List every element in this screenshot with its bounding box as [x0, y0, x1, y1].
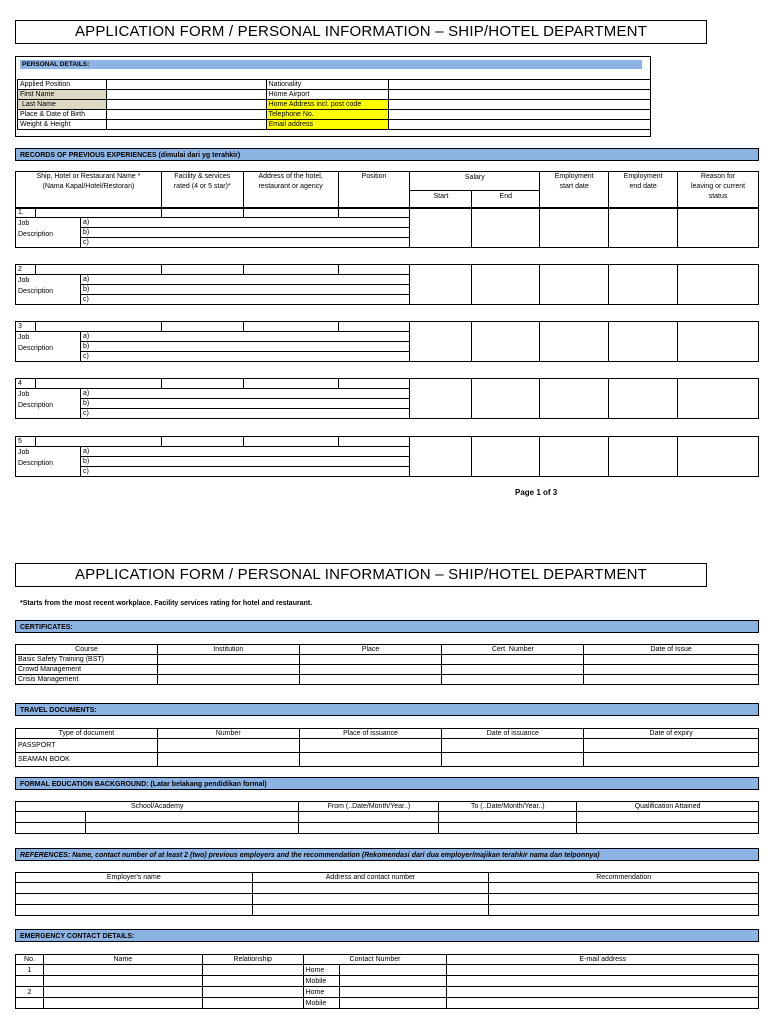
ref-field[interactable] — [252, 883, 489, 894]
entry-number: 1. — [16, 208, 36, 218]
ref-field[interactable] — [252, 905, 489, 916]
experience-entry — [15, 436, 759, 477]
emg-field[interactable] — [202, 976, 303, 987]
emg-field[interactable] — [339, 987, 447, 998]
sub-c-label: c) — [82, 353, 89, 360]
label-first-name: First Name — [18, 90, 107, 100]
col-facility: Facility & services rated (4 or 5 star)* — [161, 172, 243, 209]
last-name-field[interactable] — [106, 100, 266, 110]
entry-salary-start-field[interactable] — [410, 208, 472, 248]
job-label-line2: Description — [18, 288, 54, 295]
edu-col-school: School/Academy — [16, 802, 299, 812]
job-label-line1: Job — [18, 277, 30, 284]
ref-col-address: Address and contact number — [252, 873, 489, 883]
travel-row-seaman-book: SEAMAN BOOK — [16, 753, 158, 767]
entry-number: 4 — [16, 379, 36, 389]
cert-field[interactable] — [442, 665, 584, 675]
label-weight-height: Weight & Height — [18, 120, 107, 130]
entry-salary-start-field[interactable] — [410, 265, 472, 305]
emg-field[interactable] — [447, 965, 759, 976]
entry-position-field[interactable] — [338, 322, 410, 332]
col-salary-end: End — [472, 190, 540, 209]
page2-note: *Starts from the most recent workplace. Facility services rating for hotel and restaurant. — [20, 600, 313, 607]
email-field[interactable] — [388, 120, 650, 130]
records-section-header: RECORDS OF PREVIOUS EXPERIENCES (dimulai dari yg terahkir) — [15, 148, 759, 161]
job-desc-c[interactable] — [80, 295, 410, 305]
travel-section-header: TRAVEL DOCUMENTS: — [15, 703, 759, 716]
entry-emp-end-field[interactable] — [609, 379, 678, 419]
job-desc-b[interactable] — [80, 285, 410, 295]
entry-salary-start-field[interactable] — [410, 379, 472, 419]
travel-col-place: Place of issuance — [299, 729, 442, 739]
entry-facility-field[interactable] — [161, 322, 243, 332]
ref-field[interactable] — [16, 905, 253, 916]
references-table — [15, 872, 759, 916]
cert-field[interactable] — [157, 655, 299, 665]
entry-salary-end-field[interactable] — [472, 265, 540, 305]
edu-col-from: From (..Date/Month/Year..) — [299, 802, 439, 812]
entry-address-field[interactable] — [243, 265, 338, 275]
entry-reason-field[interactable] — [678, 379, 759, 419]
emg-col-contact: Contact Number — [303, 955, 447, 965]
entry-reason-field[interactable] — [678, 265, 759, 305]
travel-row-passport: PASSPORT — [16, 739, 158, 753]
entry-salary-end-field[interactable] — [472, 379, 540, 419]
travel-col-type: Type of document — [16, 729, 158, 739]
entry-salary-end-field[interactable] — [472, 322, 540, 362]
col-ship-name: Ship, Hotel or Restaurant Name * (Nama Kapal/Hotel/Restoran) — [16, 172, 162, 209]
job-desc-c[interactable] — [80, 352, 410, 362]
experience-entry — [15, 321, 759, 362]
entry-emp-end-field[interactable] — [609, 437, 678, 477]
emergency-section-header: EMERGENCY CONTACT DETAILS: — [15, 929, 759, 942]
records-header-table — [15, 171, 759, 209]
travel-col-number: Number — [157, 729, 299, 739]
entry-reason-field[interactable] — [678, 208, 759, 248]
sub-c-label: c) — [82, 296, 89, 303]
weight-height-field[interactable] — [106, 120, 266, 130]
entry-emp-start-field[interactable] — [540, 208, 609, 248]
cert-row-crisis: Crisis Management — [16, 675, 158, 685]
label-home-address: Home Address incl. post code — [266, 100, 388, 110]
edu-field[interactable] — [577, 823, 759, 834]
ref-col-employer: Employer's name — [16, 873, 253, 883]
emg-field[interactable] — [202, 987, 303, 998]
cert-field[interactable] — [584, 665, 759, 675]
page1-number: Page 1 of 3 — [515, 488, 558, 497]
entry-position-field[interactable] — [338, 208, 410, 218]
sub-a-label: a) — [82, 219, 90, 226]
entry-salary-end-field[interactable] — [472, 208, 540, 248]
col-emp-start: Employment start date — [540, 172, 609, 209]
cert-col-institution: Institution — [157, 645, 299, 655]
travel-field[interactable] — [584, 739, 759, 753]
ref-field[interactable] — [489, 905, 759, 916]
ref-field[interactable] — [16, 894, 253, 905]
home-airport-field[interactable] — [388, 90, 650, 100]
label-email: Email address — [266, 120, 388, 130]
sub-c-label: c) — [82, 410, 89, 417]
travel-field[interactable] — [299, 739, 442, 753]
emg-field[interactable] — [339, 965, 447, 976]
edu-field[interactable] — [85, 812, 299, 823]
edu-field[interactable] — [16, 823, 86, 834]
cert-col-number: Cert. Number — [442, 645, 584, 655]
entry-emp-start-field[interactable] — [540, 437, 609, 477]
edu-field[interactable] — [299, 812, 439, 823]
travel-field[interactable] — [442, 753, 584, 767]
entry-facility-field[interactable] — [161, 265, 243, 275]
travel-table — [15, 728, 759, 767]
edu-field[interactable] — [85, 823, 299, 834]
experience-entry — [15, 378, 759, 419]
entry-address-field[interactable] — [243, 208, 338, 218]
emg-field[interactable] — [43, 998, 202, 1009]
entry-ship-name-field[interactable] — [35, 437, 161, 447]
emg-row-no — [16, 976, 44, 987]
job-desc-a[interactable] — [80, 447, 410, 457]
edu-field[interactable] — [439, 823, 577, 834]
label-applied-position: Applied Position — [18, 80, 107, 90]
emg-type-home: Home — [303, 987, 339, 998]
cert-field[interactable] — [584, 675, 759, 685]
job-label-line1: Job — [18, 391, 30, 398]
ref-field[interactable] — [252, 894, 489, 905]
entry-reason-field[interactable] — [678, 322, 759, 362]
certificates-table — [15, 644, 759, 685]
travel-field[interactable] — [157, 753, 299, 767]
entry-reason-field[interactable] — [678, 437, 759, 477]
col-salary-start: Start — [410, 190, 472, 209]
entry-ship-name-field[interactable] — [35, 322, 161, 332]
emg-col-no: No. — [16, 955, 44, 965]
job-description-label — [16, 275, 81, 305]
cert-field[interactable] — [157, 675, 299, 685]
job-label-line2: Description — [18, 231, 54, 238]
travel-field[interactable] — [442, 739, 584, 753]
entry-salary-end-field[interactable] — [472, 437, 540, 477]
job-desc-c[interactable] — [80, 238, 410, 248]
entry-address-field[interactable] — [243, 379, 338, 389]
emg-field[interactable] — [43, 965, 202, 976]
emg-field[interactable] — [447, 987, 759, 998]
travel-col-date-issue: Date of issuance — [442, 729, 584, 739]
sub-a-label: a) — [82, 333, 90, 340]
first-name-field[interactable] — [106, 90, 266, 100]
cert-field[interactable] — [299, 655, 442, 665]
job-desc-c[interactable] — [80, 467, 410, 477]
page2-title: APPLICATION FORM / PERSONAL INFORMATION – SHIP/HOTEL DEPARTMENT — [15, 563, 707, 587]
cert-col-place: Place — [299, 645, 442, 655]
col-salary: Salary — [410, 172, 540, 191]
sub-a-label: a) — [82, 390, 90, 397]
emg-field[interactable] — [43, 976, 202, 987]
sub-b-label: b) — [82, 343, 90, 350]
label-place-date-birth: Place & Date of Birth — [18, 110, 107, 120]
cert-row-crowd: Crowd Management — [16, 665, 158, 675]
cert-col-course: Course — [16, 645, 158, 655]
job-desc-b[interactable] — [80, 228, 410, 238]
label-nationality: Nationality — [266, 80, 388, 90]
entry-emp-start-field[interactable] — [540, 379, 609, 419]
emg-row-no — [16, 998, 44, 1009]
nationality-field[interactable] — [388, 80, 650, 90]
cert-col-date: Date of Issue — [584, 645, 759, 655]
ref-field[interactable] — [489, 894, 759, 905]
cert-field[interactable] — [442, 655, 584, 665]
emg-type-mobile: Mobile — [303, 998, 339, 1009]
job-label-line2: Description — [18, 460, 54, 467]
education-table — [15, 801, 759, 834]
cert-field[interactable] — [157, 665, 299, 675]
label-telephone: Telephone No. — [266, 110, 388, 120]
emg-field[interactable] — [202, 965, 303, 976]
job-label-line1: Job — [18, 334, 30, 341]
entry-number: 5 — [16, 437, 36, 447]
emg-col-name: Name — [43, 955, 202, 965]
entry-emp-start-field[interactable] — [540, 265, 609, 305]
entry-emp-start-field[interactable] — [540, 322, 609, 362]
job-description-label — [16, 447, 81, 477]
entry-emp-end-field[interactable] — [609, 208, 678, 248]
entry-address-field[interactable] — [243, 322, 338, 332]
entry-facility-field[interactable] — [161, 437, 243, 447]
cert-field[interactable] — [442, 675, 584, 685]
sub-b-label: b) — [82, 458, 90, 465]
job-description-label — [16, 218, 81, 248]
entry-emp-end-field[interactable] — [609, 322, 678, 362]
job-desc-a[interactable] — [80, 275, 410, 285]
job-description-label — [16, 332, 81, 362]
job-desc-a[interactable] — [80, 332, 410, 342]
edu-field[interactable] — [439, 812, 577, 823]
entry-salary-start-field[interactable] — [410, 437, 472, 477]
job-desc-a[interactable] — [80, 389, 410, 399]
emg-field[interactable] — [339, 998, 447, 1009]
personal-details-header: PERSONAL DETAILS: — [20, 60, 642, 69]
entry-number: 3 — [16, 322, 36, 332]
entry-position-field[interactable] — [338, 437, 410, 447]
experience-entry — [15, 207, 759, 248]
travel-field[interactable] — [157, 739, 299, 753]
sub-a-label: a) — [82, 448, 90, 455]
cert-field[interactable] — [299, 675, 442, 685]
job-label-line1: Job — [18, 220, 30, 227]
page1-title: APPLICATION FORM / PERSONAL INFORMATION – SHIP/HOTEL DEPARTMENT — [15, 20, 707, 44]
job-desc-b[interactable] — [80, 457, 410, 467]
entry-position-field[interactable] — [338, 379, 410, 389]
job-label-line2: Description — [18, 345, 54, 352]
emg-row-no: 2 — [16, 987, 44, 998]
cert-row-bst: Basic Safety Training (BST) — [16, 655, 158, 665]
col-position: Position — [338, 172, 410, 209]
ref-col-recommendation: Recommendation — [489, 873, 759, 883]
sub-b-label: b) — [82, 400, 90, 407]
ref-field[interactable] — [16, 883, 253, 894]
col-address: Address of the hotel, restaurant or agency — [243, 172, 338, 209]
job-description-label — [16, 389, 81, 419]
entry-ship-name-field[interactable] — [35, 265, 161, 275]
entry-facility-field[interactable] — [161, 208, 243, 218]
sub-c-label: c) — [82, 468, 89, 475]
entry-salary-start-field[interactable] — [410, 322, 472, 362]
sub-a-label: a) — [82, 276, 90, 283]
job-desc-b[interactable] — [80, 399, 410, 409]
col-reason: Reason for leaving or current status — [678, 172, 759, 209]
emg-field[interactable] — [447, 998, 759, 1009]
entry-ship-name-field[interactable] — [35, 208, 161, 218]
edu-col-to: To (..Date/Month/Year..) — [439, 802, 577, 812]
edu-field[interactable] — [16, 812, 86, 823]
certificates-section-header: CERTIFICATES: — [15, 620, 759, 633]
sub-c-label: c) — [82, 239, 89, 246]
emg-field[interactable] — [43, 987, 202, 998]
edu-field[interactable] — [299, 823, 439, 834]
emg-field[interactable] — [447, 976, 759, 987]
emg-row-no: 1 — [16, 965, 44, 976]
edu-col-qualification: Qualification Attained — [577, 802, 759, 812]
entry-emp-end-field[interactable] — [609, 265, 678, 305]
cert-field[interactable] — [584, 655, 759, 665]
emg-field[interactable] — [202, 998, 303, 1009]
emg-col-email: E-mail address — [447, 955, 759, 965]
emg-field[interactable] — [339, 976, 447, 987]
label-last-name: Last Name — [18, 100, 107, 110]
personal-details-table — [17, 79, 651, 130]
place-date-birth-field[interactable] — [106, 110, 266, 120]
emg-type-home: Home — [303, 965, 339, 976]
entry-ship-name-field[interactable] — [35, 379, 161, 389]
ref-field[interactable] — [489, 883, 759, 894]
travel-field[interactable] — [299, 753, 442, 767]
travel-col-expiry: Date of expiry — [584, 729, 759, 739]
applied-position-field[interactable] — [106, 80, 266, 90]
travel-field[interactable] — [584, 753, 759, 767]
col-emp-end: Employment end date — [609, 172, 678, 209]
cert-field[interactable] — [299, 665, 442, 675]
emg-type-mobile: Mobile — [303, 976, 339, 987]
references-section-header: REFERENCES: Name, contact number of at least 2 (two) previous employers and the recommendation (Rekomendasi dari dua employer/majikan terahkir nama dan telponnya) — [15, 848, 759, 861]
sub-b-label: b) — [82, 286, 90, 293]
entry-number: 2 — [16, 265, 36, 275]
label-home-airport: Home Airport — [266, 90, 388, 100]
emg-col-relationship: Relationship — [202, 955, 303, 965]
emergency-table — [15, 954, 759, 1009]
experience-entry — [15, 264, 759, 305]
job-desc-c[interactable] — [80, 409, 410, 419]
entry-position-field[interactable] — [338, 265, 410, 275]
job-desc-b[interactable] — [80, 342, 410, 352]
sub-b-label: b) — [82, 229, 90, 236]
home-address-field[interactable] — [388, 100, 650, 110]
job-label-line2: Description — [18, 402, 54, 409]
entry-facility-field[interactable] — [161, 379, 243, 389]
edu-field[interactable] — [577, 812, 759, 823]
telephone-field[interactable] — [388, 110, 650, 120]
education-section-header: FORMAL EDUCATION BACKGROUND: (Latar belakang pendidikan formal) — [15, 777, 759, 790]
job-label-line1: Job — [18, 449, 30, 456]
entry-address-field[interactable] — [243, 437, 338, 447]
job-desc-a[interactable] — [80, 218, 410, 228]
